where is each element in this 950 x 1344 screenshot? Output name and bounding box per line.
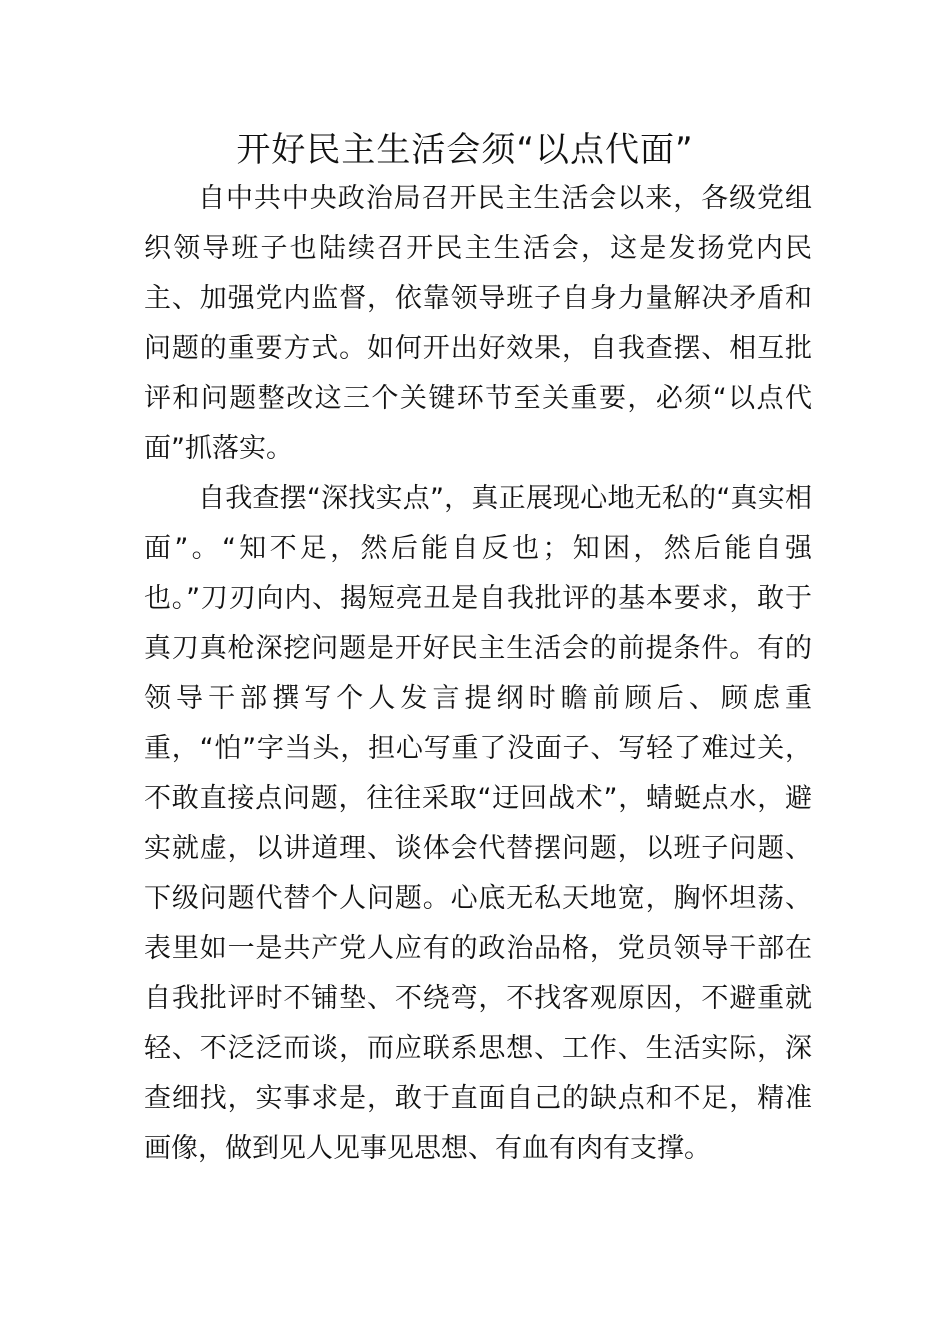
paragraph-1-block — [144, 174, 812, 474]
paragraph-2-block — [144, 474, 812, 1174]
document-title: 开好民主生活会须“以点代面” — [236, 130, 694, 170]
paragraph-1: 自中共中央政治局召开民主生活会以来，各级党组织领导班子也陆续召开民主生活会，这是发扬党内民主、加强党内监督，依靠领导班子自身力量解决矛盾和问题的重要方式。如何开出好效果，自我查摆、相互批评和问题整改这三个关键环节至关重要，必须“以点代面”抓落实。 — [144, 183, 812, 464]
paragraph-2: 自我查摆“深找实点”，真正展现心地无私的“真实相面”。“知不足，然后能自反也；知困，然后能自强也。”刀刃向内、揭短亮丑是自我批评的基本要求，敢于真刀真枪深挖问题是开好民主生活会的前提条件。有的领导干部撰写个人发言提纲时瞻前顾后、顾虑重重，“怕”字当头，担心写重了没面子、写轻了难过关，不敢直接点问题，往往采取“迂回战术”，蜻蜓点水，避实就虚，以讲道理、谈体会代替摆问题，以班子问题、下级问题代替个人问题。心底无私天地宽，胸怀坦荡、表里如一是共产党人应有的政治品格，党员领导干部在自我批评时不铺垫、不绕弯，不找客观原因，不避重就轻、不泛泛而谈，而应联系思想、工作、生活实际，深查细找，实事求是，敢于直面自己的缺点和不足，精准画像，做到见人见事见思想、有血有肉有支撑。 — [144, 483, 812, 1164]
